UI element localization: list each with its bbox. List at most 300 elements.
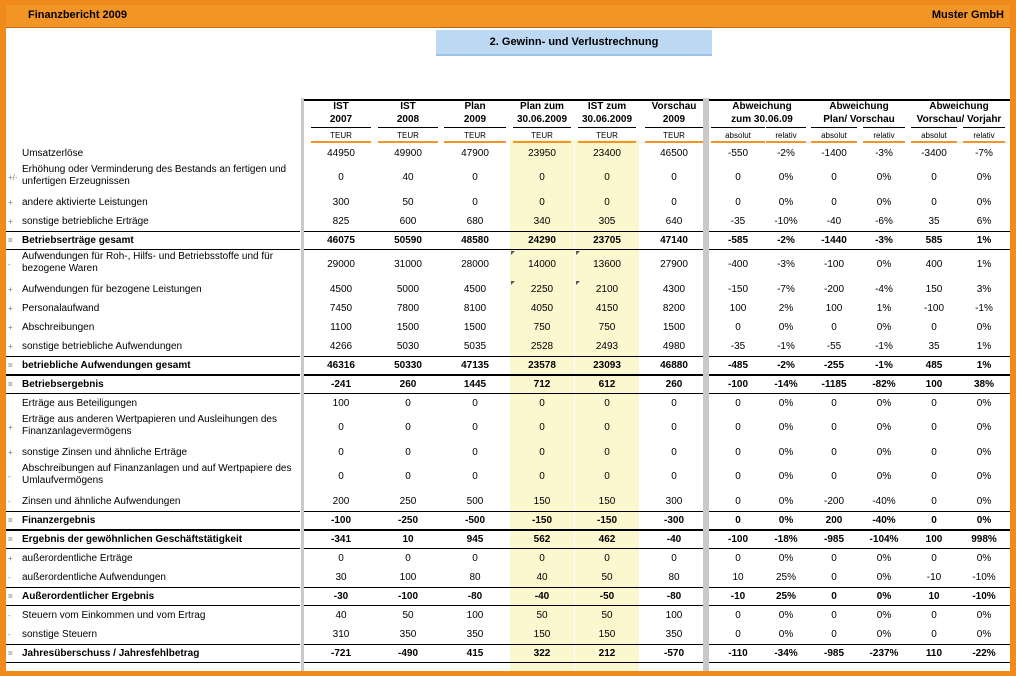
table-cell[interactable]: -100: [727, 379, 748, 390]
table-cell[interactable]: 585: [925, 235, 943, 246]
table-cell[interactable]: 0: [735, 398, 741, 409]
table-cell[interactable]: 0: [931, 629, 937, 640]
table-cell[interactable]: 38%: [973, 379, 994, 390]
table-cell[interactable]: 27900: [660, 259, 688, 270]
table-cell[interactable]: -7%: [777, 284, 795, 295]
table-cell[interactable]: 0: [831, 629, 837, 640]
table-cell[interactable]: 80: [668, 572, 680, 583]
table-cell[interactable]: 0: [604, 471, 610, 482]
table-cell[interactable]: 0: [931, 172, 937, 183]
table-cell[interactable]: 0%: [778, 172, 794, 183]
table-cell[interactable]: 400: [925, 259, 943, 270]
cell-comment-marker[interactable]: [576, 281, 580, 285]
table-cell[interactable]: 250: [399, 496, 417, 507]
table-cell[interactable]: -100: [330, 515, 351, 526]
table-cell[interactable]: 13600: [593, 259, 621, 270]
table-cell[interactable]: 0: [831, 572, 837, 583]
table-cell[interactable]: 0: [931, 398, 937, 409]
table-cell[interactable]: 0: [338, 422, 344, 433]
table-cell[interactable]: -40%: [872, 496, 896, 507]
table-cell[interactable]: 50: [536, 610, 548, 621]
table-cell[interactable]: 110: [925, 648, 943, 659]
table-cell[interactable]: 0: [831, 172, 837, 183]
table-cell[interactable]: 2%: [778, 303, 794, 314]
table-cell[interactable]: 562: [533, 534, 551, 545]
table-cell[interactable]: -100: [923, 303, 944, 314]
table-cell[interactable]: -100: [727, 534, 748, 545]
table-cell[interactable]: 0%: [976, 322, 992, 333]
cell-comment-marker[interactable]: [576, 251, 580, 255]
table-cell[interactable]: 0%: [876, 398, 892, 409]
table-cell[interactable]: 31000: [394, 259, 422, 270]
table-cell[interactable]: 0: [539, 553, 545, 564]
table-cell[interactable]: -10: [926, 572, 942, 583]
table-cell[interactable]: 500: [466, 496, 484, 507]
table-cell[interactable]: 100: [729, 303, 747, 314]
table-cell[interactable]: 4980: [662, 341, 686, 352]
table-cell[interactable]: 0: [931, 322, 937, 333]
table-cell[interactable]: -3400: [921, 148, 947, 159]
table-cell[interactable]: 0%: [778, 398, 794, 409]
table-cell[interactable]: -35: [730, 341, 746, 352]
table-cell[interactable]: 1%: [976, 235, 992, 246]
table-cell[interactable]: 0: [735, 322, 741, 333]
table-cell[interactable]: 14000: [528, 259, 556, 270]
table-cell[interactable]: 40: [536, 572, 548, 583]
table-cell[interactable]: -3%: [875, 148, 893, 159]
table-cell[interactable]: 150: [533, 629, 551, 640]
table-cell[interactable]: -40: [666, 534, 682, 545]
table-cell[interactable]: 0: [831, 197, 837, 208]
table-cell[interactable]: 25%: [775, 572, 796, 583]
table-cell[interactable]: 0: [735, 172, 741, 183]
table-cell[interactable]: 212: [598, 648, 616, 659]
table-cell[interactable]: 23578: [528, 360, 556, 371]
table-cell[interactable]: -250: [397, 515, 418, 526]
table-cell[interactable]: -150: [596, 515, 617, 526]
table-cell[interactable]: 1500: [463, 322, 487, 333]
table-cell[interactable]: 150: [598, 496, 616, 507]
table-cell[interactable]: -1%: [875, 341, 893, 352]
table-cell[interactable]: 0: [671, 447, 677, 458]
table-cell[interactable]: -985: [823, 648, 844, 659]
table-cell[interactable]: 200: [825, 515, 843, 526]
table-cell[interactable]: -2%: [777, 360, 795, 371]
table-cell[interactable]: 2528: [530, 341, 554, 352]
table-cell[interactable]: 0: [604, 447, 610, 458]
table-cell[interactable]: 47140: [660, 235, 688, 246]
table-cell[interactable]: 4500: [463, 284, 487, 295]
table-cell[interactable]: 0: [831, 591, 837, 602]
table-cell[interactable]: -550: [727, 148, 748, 159]
table-cell[interactable]: 47900: [461, 148, 489, 159]
table-cell[interactable]: -10: [730, 591, 746, 602]
table-cell[interactable]: 350: [665, 629, 683, 640]
table-cell[interactable]: -300: [663, 515, 684, 526]
table-cell[interactable]: 50: [402, 610, 414, 621]
table-cell[interactable]: 640: [665, 216, 683, 227]
table-cell[interactable]: 28000: [461, 259, 489, 270]
table-cell[interactable]: 0%: [976, 398, 992, 409]
table-cell[interactable]: 23705: [593, 235, 621, 246]
cell-comment-marker[interactable]: [511, 281, 515, 285]
table-cell[interactable]: 5000: [396, 284, 420, 295]
cell-comment-marker[interactable]: [511, 251, 515, 255]
table-cell[interactable]: -200: [823, 496, 844, 507]
table-cell[interactable]: 998%: [971, 534, 997, 545]
table-cell[interactable]: 0: [931, 496, 937, 507]
table-cell[interactable]: 0%: [976, 496, 992, 507]
table-cell[interactable]: 100: [332, 398, 350, 409]
table-cell[interactable]: -241: [330, 379, 351, 390]
table-cell[interactable]: 0: [735, 553, 741, 564]
table-cell[interactable]: 310: [332, 629, 350, 640]
table-cell[interactable]: -2%: [777, 148, 795, 159]
table-cell[interactable]: 1500: [662, 322, 686, 333]
table-cell[interactable]: 1100: [330, 322, 352, 333]
table-cell[interactable]: -10%: [972, 572, 996, 583]
table-cell[interactable]: 150: [925, 284, 943, 295]
table-cell[interactable]: 46880: [660, 360, 688, 371]
table-cell[interactable]: -18%: [774, 534, 798, 545]
table-cell[interactable]: 0: [735, 610, 741, 621]
table-cell[interactable]: 50330: [394, 360, 422, 371]
table-cell[interactable]: 0: [831, 422, 837, 433]
table-cell[interactable]: 600: [399, 216, 417, 227]
table-cell[interactable]: 0%: [778, 322, 794, 333]
table-cell[interactable]: -1185: [821, 379, 847, 390]
table-cell[interactable]: 0: [472, 553, 478, 564]
table-cell[interactable]: 0%: [778, 447, 794, 458]
table-cell[interactable]: 0: [931, 422, 937, 433]
table-cell[interactable]: -2%: [777, 235, 795, 246]
table-cell[interactable]: 200: [332, 496, 350, 507]
table-cell[interactable]: -7%: [975, 148, 993, 159]
table-cell[interactable]: 100: [466, 610, 484, 621]
table-cell[interactable]: 0: [539, 197, 545, 208]
table-cell[interactable]: 305: [598, 216, 616, 227]
table-cell[interactable]: 0%: [876, 572, 892, 583]
table-cell[interactable]: 1500: [396, 322, 420, 333]
table-cell[interactable]: -490: [397, 648, 418, 659]
table-cell[interactable]: 10: [928, 591, 940, 602]
table-cell[interactable]: 0%: [976, 447, 992, 458]
table-cell[interactable]: 1%: [976, 360, 992, 371]
table-cell[interactable]: 2100: [595, 284, 619, 295]
table-cell[interactable]: -110: [728, 648, 748, 659]
table-cell[interactable]: 0: [604, 553, 610, 564]
table-cell[interactable]: 0%: [976, 172, 992, 183]
table-cell[interactable]: 40: [335, 610, 347, 621]
table-cell[interactable]: 0: [831, 553, 837, 564]
table-cell[interactable]: 4050: [530, 303, 554, 314]
table-cell[interactable]: 7450: [329, 303, 353, 314]
table-cell[interactable]: -50: [599, 591, 615, 602]
table-cell[interactable]: 0%: [876, 422, 892, 433]
table-cell[interactable]: 4266: [329, 341, 353, 352]
table-cell[interactable]: 47135: [461, 360, 489, 371]
table-cell[interactable]: 300: [332, 197, 350, 208]
table-cell[interactable]: 4500: [329, 284, 353, 295]
table-cell[interactable]: 0: [671, 553, 677, 564]
table-cell[interactable]: 612: [598, 379, 616, 390]
table-cell[interactable]: -40%: [872, 515, 896, 526]
table-cell[interactable]: 0: [931, 447, 937, 458]
table-cell[interactable]: 0%: [876, 610, 892, 621]
table-cell[interactable]: 0: [405, 447, 411, 458]
table-cell[interactable]: -1440: [821, 235, 847, 246]
table-cell[interactable]: 0: [472, 422, 478, 433]
table-cell[interactable]: 0%: [876, 591, 892, 602]
table-cell[interactable]: 0: [338, 553, 344, 564]
table-cell[interactable]: 1445: [463, 379, 487, 390]
table-cell[interactable]: 0: [671, 471, 677, 482]
table-cell[interactable]: 0%: [976, 471, 992, 482]
table-cell[interactable]: -721: [330, 648, 351, 659]
table-cell[interactable]: 0%: [976, 553, 992, 564]
table-cell[interactable]: -570: [663, 648, 684, 659]
table-cell[interactable]: 0%: [778, 629, 794, 640]
table-cell[interactable]: 0%: [876, 322, 892, 333]
table-cell[interactable]: 46075: [327, 235, 355, 246]
table-cell[interactable]: 50: [601, 572, 613, 583]
table-cell[interactable]: 0: [472, 471, 478, 482]
table-cell[interactable]: 0: [671, 197, 677, 208]
table-cell[interactable]: -100: [397, 591, 418, 602]
table-cell[interactable]: 0: [405, 398, 411, 409]
table-cell[interactable]: 0: [735, 629, 741, 640]
table-cell[interactable]: 0: [931, 471, 937, 482]
table-cell[interactable]: -14%: [774, 379, 798, 390]
table-cell[interactable]: 0: [405, 553, 411, 564]
table-cell[interactable]: 0: [931, 610, 937, 621]
table-cell[interactable]: 0: [338, 447, 344, 458]
table-cell[interactable]: 0: [831, 471, 837, 482]
table-cell[interactable]: 35: [928, 216, 940, 227]
table-cell[interactable]: 0: [671, 172, 677, 183]
table-cell[interactable]: 462: [598, 534, 616, 545]
table-cell[interactable]: 48580: [461, 235, 489, 246]
table-cell[interactable]: 100: [925, 534, 943, 545]
table-cell[interactable]: 0: [338, 471, 344, 482]
table-cell[interactable]: 24290: [528, 235, 556, 246]
table-cell[interactable]: 46316: [327, 360, 355, 371]
table-cell[interactable]: -150: [531, 515, 552, 526]
table-cell[interactable]: 750: [533, 322, 551, 333]
table-cell[interactable]: -3%: [777, 259, 795, 270]
table-cell[interactable]: -100: [823, 259, 844, 270]
table-cell[interactable]: 10: [732, 572, 744, 583]
table-cell[interactable]: 30: [335, 572, 347, 583]
table-cell[interactable]: 35: [928, 341, 940, 352]
table-cell[interactable]: 23400: [593, 148, 621, 159]
table-cell[interactable]: 0%: [778, 553, 794, 564]
table-cell[interactable]: 100: [825, 303, 843, 314]
table-cell[interactable]: 5035: [463, 341, 487, 352]
table-cell[interactable]: 50: [601, 610, 613, 621]
table-cell[interactable]: 6%: [976, 216, 992, 227]
table-cell[interactable]: -485: [727, 360, 748, 371]
table-cell[interactable]: -80: [467, 591, 483, 602]
table-cell[interactable]: 350: [399, 629, 417, 640]
table-cell[interactable]: 0%: [976, 610, 992, 621]
table-cell[interactable]: 260: [399, 379, 417, 390]
table-cell[interactable]: -34%: [774, 648, 798, 659]
table-cell[interactable]: 0: [931, 197, 937, 208]
table-cell[interactable]: 0: [604, 422, 610, 433]
table-cell[interactable]: 0: [539, 422, 545, 433]
table-cell[interactable]: 0: [831, 398, 837, 409]
table-cell[interactable]: 0: [604, 197, 610, 208]
table-cell[interactable]: 0%: [778, 197, 794, 208]
table-cell[interactable]: -150: [727, 284, 748, 295]
table-cell[interactable]: -585: [727, 235, 748, 246]
table-cell[interactable]: 0%: [976, 515, 992, 526]
table-cell[interactable]: 0: [671, 422, 677, 433]
table-cell[interactable]: -35: [730, 216, 746, 227]
table-cell[interactable]: 350: [466, 629, 484, 640]
table-cell[interactable]: 0%: [876, 629, 892, 640]
table-cell[interactable]: -237%: [869, 648, 899, 659]
table-cell[interactable]: 7800: [396, 303, 420, 314]
table-cell[interactable]: 0: [931, 553, 937, 564]
table-cell[interactable]: 2250: [530, 284, 554, 295]
table-cell[interactable]: -400: [727, 259, 748, 270]
table-cell[interactable]: 0: [472, 447, 478, 458]
table-cell[interactable]: 0%: [976, 197, 992, 208]
table-cell[interactable]: 10: [402, 534, 414, 545]
table-cell[interactable]: -40: [826, 216, 842, 227]
table-cell[interactable]: -80: [666, 591, 682, 602]
table-cell[interactable]: 322: [533, 648, 551, 659]
table-cell[interactable]: -30: [333, 591, 349, 602]
table-cell[interactable]: -341: [330, 534, 351, 545]
table-cell[interactable]: 0%: [778, 515, 794, 526]
table-cell[interactable]: 50: [402, 197, 414, 208]
table-cell[interactable]: 0: [831, 610, 837, 621]
table-cell[interactable]: -1%: [875, 360, 893, 371]
table-cell[interactable]: -10%: [774, 216, 798, 227]
table-cell[interactable]: 0%: [876, 553, 892, 564]
table-cell[interactable]: 680: [466, 216, 484, 227]
table-cell[interactable]: 340: [533, 216, 551, 227]
table-cell[interactable]: 0%: [876, 172, 892, 183]
table-cell[interactable]: 0%: [876, 259, 892, 270]
table-cell[interactable]: -200: [823, 284, 844, 295]
table-cell[interactable]: 100: [925, 379, 943, 390]
table-cell[interactable]: 0%: [778, 422, 794, 433]
table-cell[interactable]: -255: [823, 360, 844, 371]
table-cell[interactable]: 23950: [528, 148, 556, 159]
table-cell[interactable]: 0: [735, 496, 741, 507]
table-cell[interactable]: 0: [472, 398, 478, 409]
table-cell[interactable]: 80: [469, 572, 481, 583]
table-cell[interactable]: 4300: [662, 284, 686, 295]
table-cell[interactable]: -4%: [875, 284, 893, 295]
table-cell[interactable]: -985: [823, 534, 844, 545]
table-cell[interactable]: -1%: [777, 341, 795, 352]
table-cell[interactable]: 415: [466, 648, 484, 659]
table-cell[interactable]: 0%: [876, 447, 892, 458]
table-cell[interactable]: 0: [539, 398, 545, 409]
table-cell[interactable]: 0: [831, 447, 837, 458]
table-cell[interactable]: 0: [604, 172, 610, 183]
table-cell[interactable]: 3%: [976, 284, 992, 295]
table-cell[interactable]: 46500: [660, 148, 688, 159]
table-cell[interactable]: 0%: [778, 496, 794, 507]
table-cell[interactable]: 0: [735, 515, 741, 526]
table-cell[interactable]: 945: [466, 534, 484, 545]
table-cell[interactable]: -40: [534, 591, 550, 602]
table-cell[interactable]: 0%: [778, 610, 794, 621]
table-cell[interactable]: 4150: [595, 303, 619, 314]
table-cell[interactable]: 0: [604, 398, 610, 409]
table-cell[interactable]: 1%: [976, 341, 992, 352]
table-cell[interactable]: 485: [925, 360, 943, 371]
table-cell[interactable]: 0: [405, 471, 411, 482]
table-cell[interactable]: 150: [598, 629, 616, 640]
table-cell[interactable]: 0: [338, 172, 344, 183]
table-cell[interactable]: 0: [539, 172, 545, 183]
table-cell[interactable]: 0: [671, 398, 677, 409]
table-cell[interactable]: 0: [735, 471, 741, 482]
table-cell[interactable]: -82%: [872, 379, 896, 390]
table-cell[interactable]: 0%: [976, 629, 992, 640]
table-cell[interactable]: 0: [735, 422, 741, 433]
table-cell[interactable]: -3%: [875, 235, 893, 246]
table-cell[interactable]: -104%: [869, 534, 899, 545]
table-cell[interactable]: 0: [931, 515, 937, 526]
table-cell[interactable]: 8200: [662, 303, 686, 314]
table-cell[interactable]: 29000: [327, 259, 355, 270]
table-cell[interactable]: 712: [533, 379, 551, 390]
table-cell[interactable]: -500: [464, 515, 485, 526]
table-cell[interactable]: 0%: [778, 471, 794, 482]
table-cell[interactable]: 8100: [463, 303, 487, 314]
table-cell[interactable]: 100: [665, 610, 683, 621]
table-cell[interactable]: 0: [405, 422, 411, 433]
table-cell[interactable]: 49900: [394, 148, 422, 159]
table-cell[interactable]: 0: [539, 447, 545, 458]
table-cell[interactable]: 0: [831, 322, 837, 333]
table-cell[interactable]: 300: [665, 496, 683, 507]
table-cell[interactable]: 0%: [976, 422, 992, 433]
table-cell[interactable]: 5030: [396, 341, 420, 352]
table-cell[interactable]: 260: [665, 379, 683, 390]
table-cell[interactable]: 25%: [775, 591, 796, 602]
table-cell[interactable]: 0%: [876, 471, 892, 482]
table-cell[interactable]: 40: [402, 172, 414, 183]
table-cell[interactable]: 2493: [595, 341, 619, 352]
table-cell[interactable]: 1%: [876, 303, 892, 314]
table-cell[interactable]: 100: [399, 572, 417, 583]
table-cell[interactable]: 1%: [976, 259, 992, 270]
table-cell[interactable]: -22%: [972, 648, 996, 659]
table-cell[interactable]: 750: [598, 322, 616, 333]
table-cell[interactable]: 825: [332, 216, 350, 227]
table-cell[interactable]: 0: [472, 172, 478, 183]
table-cell[interactable]: 44950: [327, 148, 355, 159]
table-cell[interactable]: -10%: [972, 591, 996, 602]
table-cell[interactable]: -55: [826, 341, 842, 352]
table-cell[interactable]: 0: [735, 447, 741, 458]
table-cell[interactable]: 0: [472, 197, 478, 208]
table-cell[interactable]: 150: [533, 496, 551, 507]
table-cell[interactable]: 0%: [876, 197, 892, 208]
table-cell[interactable]: 50590: [394, 235, 422, 246]
table-cell[interactable]: -1%: [975, 303, 993, 314]
table-cell[interactable]: -1400: [821, 148, 847, 159]
